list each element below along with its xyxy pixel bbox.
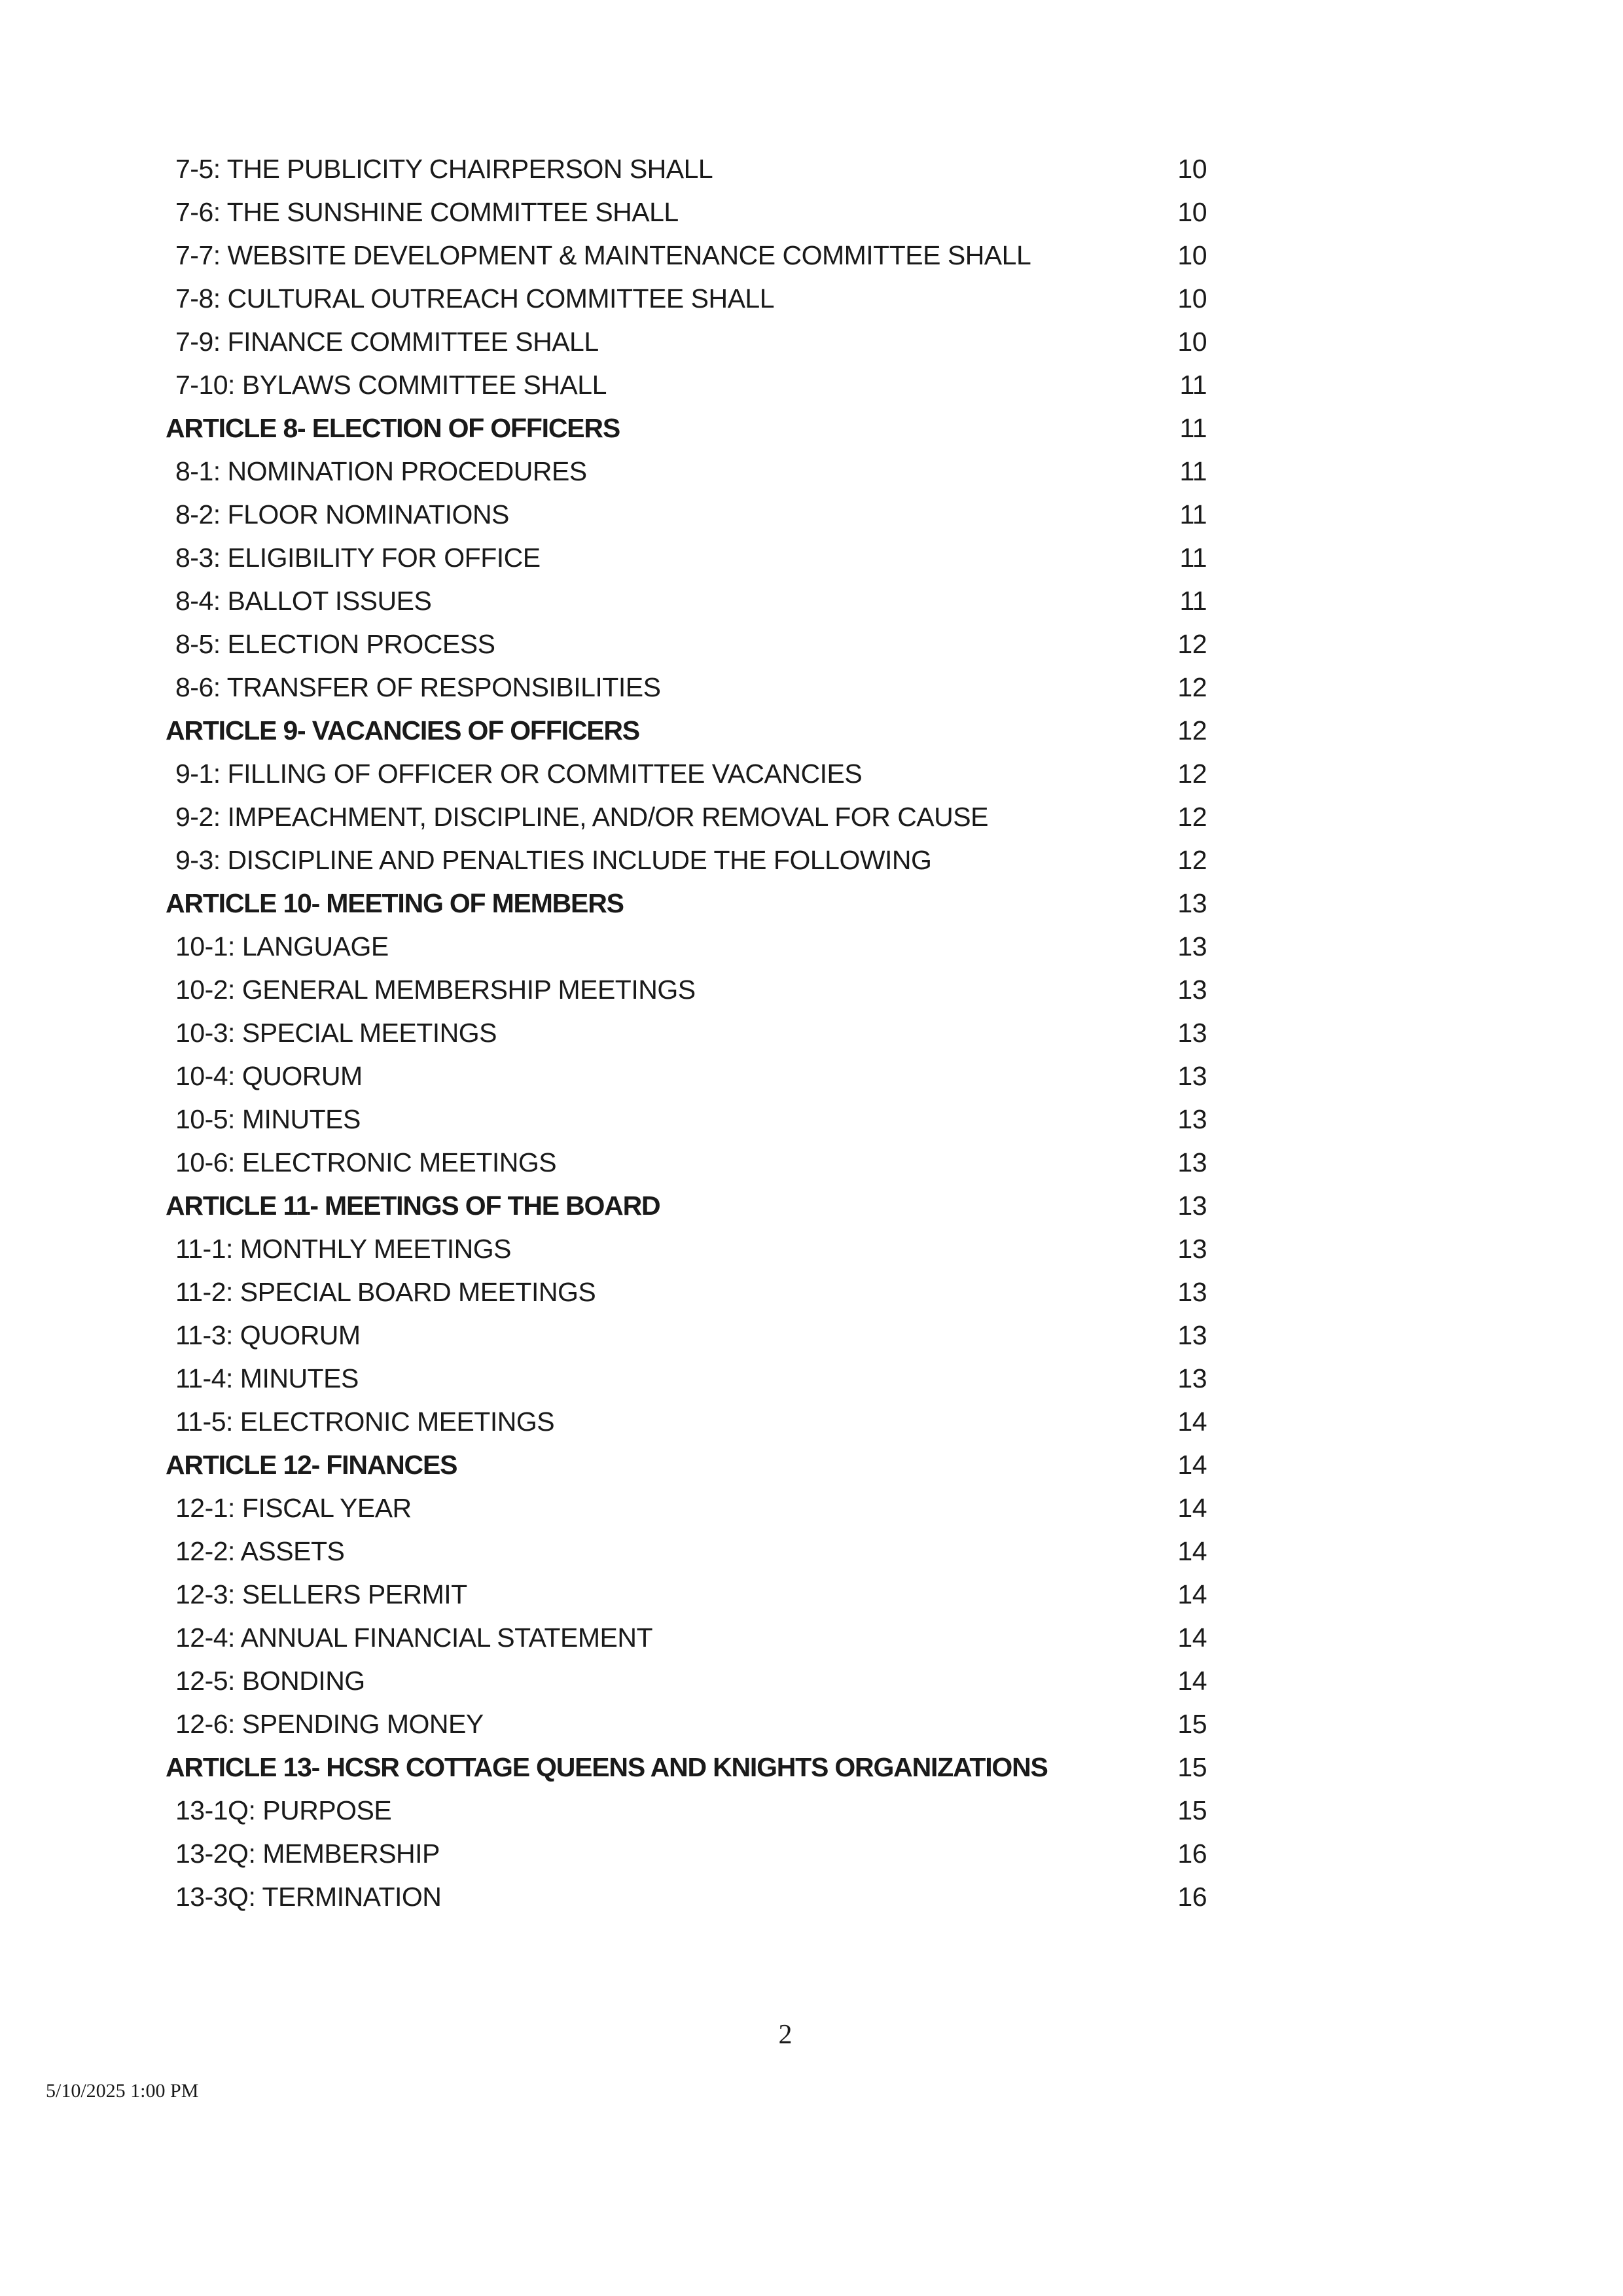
toc-entry bbox=[0, 925, 1623, 968]
toc-article-heading bbox=[0, 1184, 1623, 1227]
print-timestamp: 5/10/2025 1:00 PM bbox=[46, 2080, 199, 2102]
toc-entry-page-number: 13 bbox=[1177, 1191, 1207, 1221]
toc-entry-label: 12-3: SELLERS PERMIT bbox=[175, 1579, 467, 1609]
toc-entry bbox=[0, 838, 1623, 882]
toc-entry-page-number: 16 bbox=[1177, 1839, 1207, 1869]
toc-entry-page-number: 13 bbox=[1177, 1363, 1207, 1393]
toc-entry bbox=[0, 493, 1623, 536]
toc-entry bbox=[0, 579, 1623, 622]
toc-entry-label: 9-1: FILLING OF OFFICER OR COMMITTEE VACANCIES bbox=[175, 759, 863, 789]
toc-entry-label: ARTICLE 11- MEETINGS OF THE BOARD bbox=[166, 1191, 660, 1221]
toc-entry bbox=[0, 752, 1623, 795]
toc-entry-label: 11-3: QUORUM bbox=[175, 1320, 361, 1350]
toc-entry-page-number: 10 bbox=[1177, 240, 1207, 270]
toc-entry bbox=[0, 1357, 1623, 1400]
toc-entry bbox=[0, 1270, 1623, 1314]
toc-entry bbox=[0, 320, 1623, 363]
page-number: 2 bbox=[778, 2020, 793, 2050]
toc-entry-page-number: 14 bbox=[1177, 1407, 1207, 1437]
toc-entry-page-number: 11 bbox=[1179, 543, 1207, 573]
toc-article-heading bbox=[0, 709, 1623, 752]
toc-entry bbox=[0, 968, 1623, 1011]
toc-entry-label: 13-3Q: TERMINATION bbox=[175, 1882, 442, 1912]
toc-entry bbox=[0, 795, 1623, 838]
toc-entry-page-number: 12 bbox=[1177, 759, 1207, 789]
toc-entry bbox=[0, 1530, 1623, 1573]
toc-entry-page-number: 15 bbox=[1177, 1795, 1207, 1825]
toc-entry-page-number: 14 bbox=[1177, 1536, 1207, 1566]
toc-entry-page-number: 10 bbox=[1177, 154, 1207, 184]
toc-entry bbox=[0, 1832, 1623, 1875]
toc-entry-page-number: 15 bbox=[1177, 1709, 1207, 1739]
toc-entry bbox=[0, 1702, 1623, 1746]
toc-entry-label: 12-5: BONDING bbox=[175, 1666, 365, 1696]
toc-entry-page-number: 13 bbox=[1177, 975, 1207, 1005]
toc-entry bbox=[0, 1227, 1623, 1270]
toc-entry-page-number: 12 bbox=[1177, 672, 1207, 702]
toc-entry-page-number: 11 bbox=[1179, 586, 1207, 616]
toc-entry-page-number: 13 bbox=[1177, 1277, 1207, 1307]
toc-entry-page-number: 12 bbox=[1177, 629, 1207, 659]
toc-entry-page-number: 12 bbox=[1177, 715, 1207, 745]
toc-entry bbox=[0, 1400, 1623, 1443]
toc-entry-label: 7-10: BYLAWS COMMITTEE SHALL bbox=[175, 370, 607, 400]
toc-entry-page-number: 11 bbox=[1179, 456, 1207, 486]
toc-entry-page-number: 11 bbox=[1179, 413, 1207, 443]
toc-entry-page-number: 13 bbox=[1177, 931, 1207, 961]
toc-entry-label: 10-6: ELECTRONIC MEETINGS bbox=[175, 1147, 557, 1177]
toc-entry-label: 12-6: SPENDING MONEY bbox=[175, 1709, 484, 1739]
toc-entry bbox=[0, 1054, 1623, 1098]
toc-entry-label: 8-4: BALLOT ISSUES bbox=[175, 586, 432, 616]
toc-entry-label: 10-1: LANGUAGE bbox=[175, 931, 389, 961]
toc-entry-page-number: 14 bbox=[1177, 1579, 1207, 1609]
toc-entry bbox=[0, 1875, 1623, 1918]
toc-entry-label: 10-2: GENERAL MEMBERSHIP MEETINGS bbox=[175, 975, 696, 1005]
toc-article-heading bbox=[0, 882, 1623, 925]
toc-entry bbox=[0, 363, 1623, 406]
toc-article-heading bbox=[0, 406, 1623, 450]
toc-entry-label: 9-2: IMPEACHMENT, DISCIPLINE, AND/OR REMOVAL FOR CAUSE bbox=[175, 802, 988, 832]
table-of-contents bbox=[0, 147, 1623, 1918]
toc-entry-label: 8-6: TRANSFER OF RESPONSIBILITIES bbox=[175, 672, 661, 702]
toc-entry-label: 8-1: NOMINATION PROCEDURES bbox=[175, 456, 587, 486]
toc-entry-page-number: 16 bbox=[1177, 1882, 1207, 1912]
toc-entry-page-number: 14 bbox=[1177, 1623, 1207, 1653]
toc-entry-page-number: 11 bbox=[1179, 499, 1207, 529]
toc-article-heading bbox=[0, 1746, 1623, 1789]
toc-entry bbox=[0, 234, 1623, 277]
toc-entry bbox=[0, 1141, 1623, 1184]
toc-entry-page-number: 14 bbox=[1177, 1666, 1207, 1696]
toc-entry-label: ARTICLE 10- MEETING OF MEMBERS bbox=[166, 888, 624, 918]
toc-entry-page-number: 12 bbox=[1177, 845, 1207, 875]
toc-entry-label: 10-5: MINUTES bbox=[175, 1104, 361, 1134]
toc-entry-label: 7-6: THE SUNSHINE COMMITTEE SHALL bbox=[175, 197, 679, 227]
toc-entry bbox=[0, 1573, 1623, 1616]
toc-entry bbox=[0, 666, 1623, 709]
toc-entry-label: 10-3: SPECIAL MEETINGS bbox=[175, 1018, 497, 1048]
toc-entry-label: ARTICLE 12- FINANCES bbox=[166, 1450, 457, 1480]
toc-entry-page-number: 14 bbox=[1177, 1450, 1207, 1480]
toc-entry-label: 12-4: ANNUAL FINANCIAL STATEMENT bbox=[175, 1623, 652, 1653]
toc-entry-label: 11-5: ELECTRONIC MEETINGS bbox=[175, 1407, 555, 1437]
toc-entry-label: ARTICLE 9- VACANCIES OF OFFICERS bbox=[166, 715, 639, 745]
toc-entry-label: 11-2: SPECIAL BOARD MEETINGS bbox=[175, 1277, 596, 1307]
toc-entry bbox=[0, 1098, 1623, 1141]
toc-entry-page-number: 14 bbox=[1177, 1493, 1207, 1523]
toc-entry-label: 11-1: MONTHLY MEETINGS bbox=[175, 1234, 511, 1264]
toc-entry-page-number: 13 bbox=[1177, 1320, 1207, 1350]
toc-entry-page-number: 10 bbox=[1177, 327, 1207, 357]
toc-entry-label: 7-8: CULTURAL OUTREACH COMMITTEE SHALL bbox=[175, 283, 775, 314]
toc-entry bbox=[0, 277, 1623, 320]
toc-entry-label: ARTICLE 13- HCSR COTTAGE QUEENS AND KNIGHTS ORGANIZATIONS bbox=[166, 1752, 1048, 1782]
toc-entry-page-number: 13 bbox=[1177, 1061, 1207, 1091]
toc-entry bbox=[0, 622, 1623, 666]
toc-entry-page-number: 10 bbox=[1177, 283, 1207, 314]
toc-entry-label: 7-9: FINANCE COMMITTEE SHALL bbox=[175, 327, 599, 357]
toc-entry-label: 12-2: ASSETS bbox=[175, 1536, 345, 1566]
toc-entry-page-number: 13 bbox=[1177, 1104, 1207, 1134]
toc-entry-label: 8-5: ELECTION PROCESS bbox=[175, 629, 495, 659]
toc-entry bbox=[0, 536, 1623, 579]
toc-entry-page-number: 13 bbox=[1177, 1234, 1207, 1264]
toc-entry-label: 13-1Q: PURPOSE bbox=[175, 1795, 392, 1825]
toc-entry bbox=[0, 450, 1623, 493]
toc-entry-page-number: 13 bbox=[1177, 1018, 1207, 1048]
toc-entry bbox=[0, 1789, 1623, 1832]
toc-entry bbox=[0, 1011, 1623, 1054]
toc-entry bbox=[0, 1314, 1623, 1357]
toc-entry-label: 7-5: THE PUBLICITY CHAIRPERSON SHALL bbox=[175, 154, 713, 184]
toc-entry-page-number: 13 bbox=[1177, 888, 1207, 918]
toc-entry bbox=[0, 190, 1623, 234]
toc-entry-label: 7-7: WEBSITE DEVELOPMENT & MAINTENANCE COMMITTEE SHALL bbox=[175, 240, 1031, 270]
toc-entry bbox=[0, 1616, 1623, 1659]
toc-entry-label: ARTICLE 8- ELECTION OF OFFICERS bbox=[166, 413, 620, 443]
toc-entry-label: 8-2: FLOOR NOMINATIONS bbox=[175, 499, 509, 529]
toc-entry-page-number: 15 bbox=[1177, 1752, 1207, 1782]
toc-article-heading bbox=[0, 1443, 1623, 1486]
toc-entry bbox=[0, 147, 1623, 190]
toc-entry-page-number: 12 bbox=[1177, 802, 1207, 832]
toc-entry-label: 11-4: MINUTES bbox=[175, 1363, 359, 1393]
toc-entry-label: 13-2Q: MEMBERSHIP bbox=[175, 1839, 440, 1869]
toc-entry-label: 9-3: DISCIPLINE AND PENALTIES INCLUDE THE FOLLOWING bbox=[175, 845, 932, 875]
toc-entry-label: 10-4: QUORUM bbox=[175, 1061, 363, 1091]
toc-entry-page-number: 10 bbox=[1177, 197, 1207, 227]
toc-entry bbox=[0, 1659, 1623, 1702]
toc-entry-label: 8-3: ELIGIBILITY FOR OFFICE bbox=[175, 543, 541, 573]
toc-entry-page-number: 11 bbox=[1179, 370, 1207, 400]
toc-entry-page-number: 13 bbox=[1177, 1147, 1207, 1177]
toc-entry-label: 12-1: FISCAL YEAR bbox=[175, 1493, 412, 1523]
toc-entry bbox=[0, 1486, 1623, 1530]
